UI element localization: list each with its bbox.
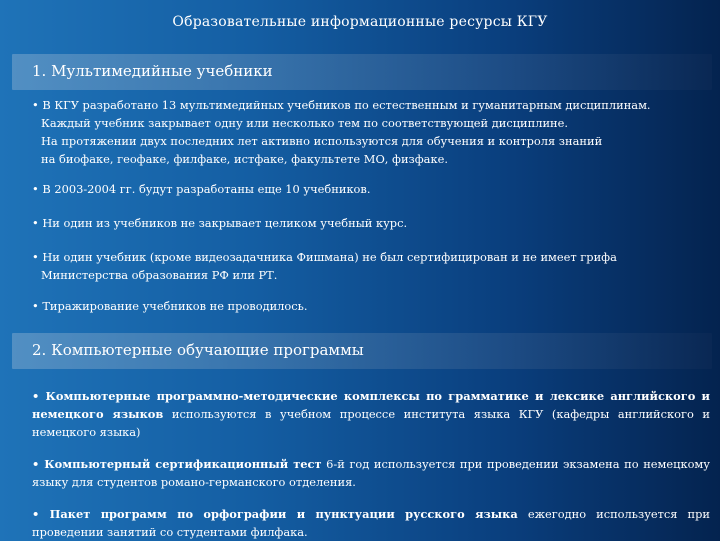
list-item	[32, 96, 704, 168]
list-item	[32, 505, 710, 541]
section-1-header	[12, 54, 712, 90]
list-item	[32, 248, 704, 284]
list-item	[32, 180, 704, 198]
list-item-line: • В КГУ разработано 13 мультимедийных учебников по естественным и гуманитарным дисциплинам.	[32, 98, 651, 112]
list-item-line: Министерства образования РФ или РТ.	[41, 268, 278, 282]
list-item	[32, 455, 710, 491]
list-item-line: на биофаке, геофаке, филфаке, истфаке, факультете МО, физфаке.	[41, 152, 448, 166]
list-item-line: Каждый учебник закрывает одну или несколько тем по соответствующей дисциплине.	[41, 116, 569, 130]
section-2-heading: 2. Компьютерные обучающие программы	[32, 341, 364, 359]
list-item-bold: • Компьютерные программно-методические комплексы по грамматике и лексике английского и немецкого языков	[32, 389, 710, 421]
list-item	[32, 387, 710, 441]
list-item-line: На протяжении двух последних лет активно используются для обучения и контроля знаний	[41, 134, 603, 148]
list-item-bold: • Пакет программ по орфографии и пунктуации русского языка	[32, 507, 518, 521]
list-item-line: • Тиражирование учебников не проводилось.	[32, 299, 308, 313]
list-item-line: • Ни один из учебников не закрывает целиком учебный курс.	[32, 216, 408, 230]
section-1-heading: 1. Мультимедийные учебники	[32, 62, 273, 80]
list-item-text: используются в учебном процессе института языка КГУ (кафедры английского и немецкого языка)	[32, 407, 710, 439]
list-item-text: ежегодно используется при проведении занятий со студентами филфака.	[32, 507, 711, 539]
list-item	[32, 214, 704, 232]
slide-title: Образовательные информационные ресурсы КГУ	[172, 14, 548, 30]
list-item-line: • В 2003-2004 гг. будут разработаны еще 10 учебников.	[32, 182, 371, 196]
section-2-header	[12, 333, 712, 369]
list-item	[32, 297, 704, 315]
list-item-bold: • Компьютерный сертификационный тест	[32, 457, 322, 471]
list-item-text: 6-й год используется при проведении экзамена по немецкому языку для студентов романо-германского отделения.	[32, 457, 710, 489]
list-item-line: • Ни один учебник (кроме видеозадачника Фишмана) не был сертифицирован и не имеет грифа	[32, 250, 617, 264]
